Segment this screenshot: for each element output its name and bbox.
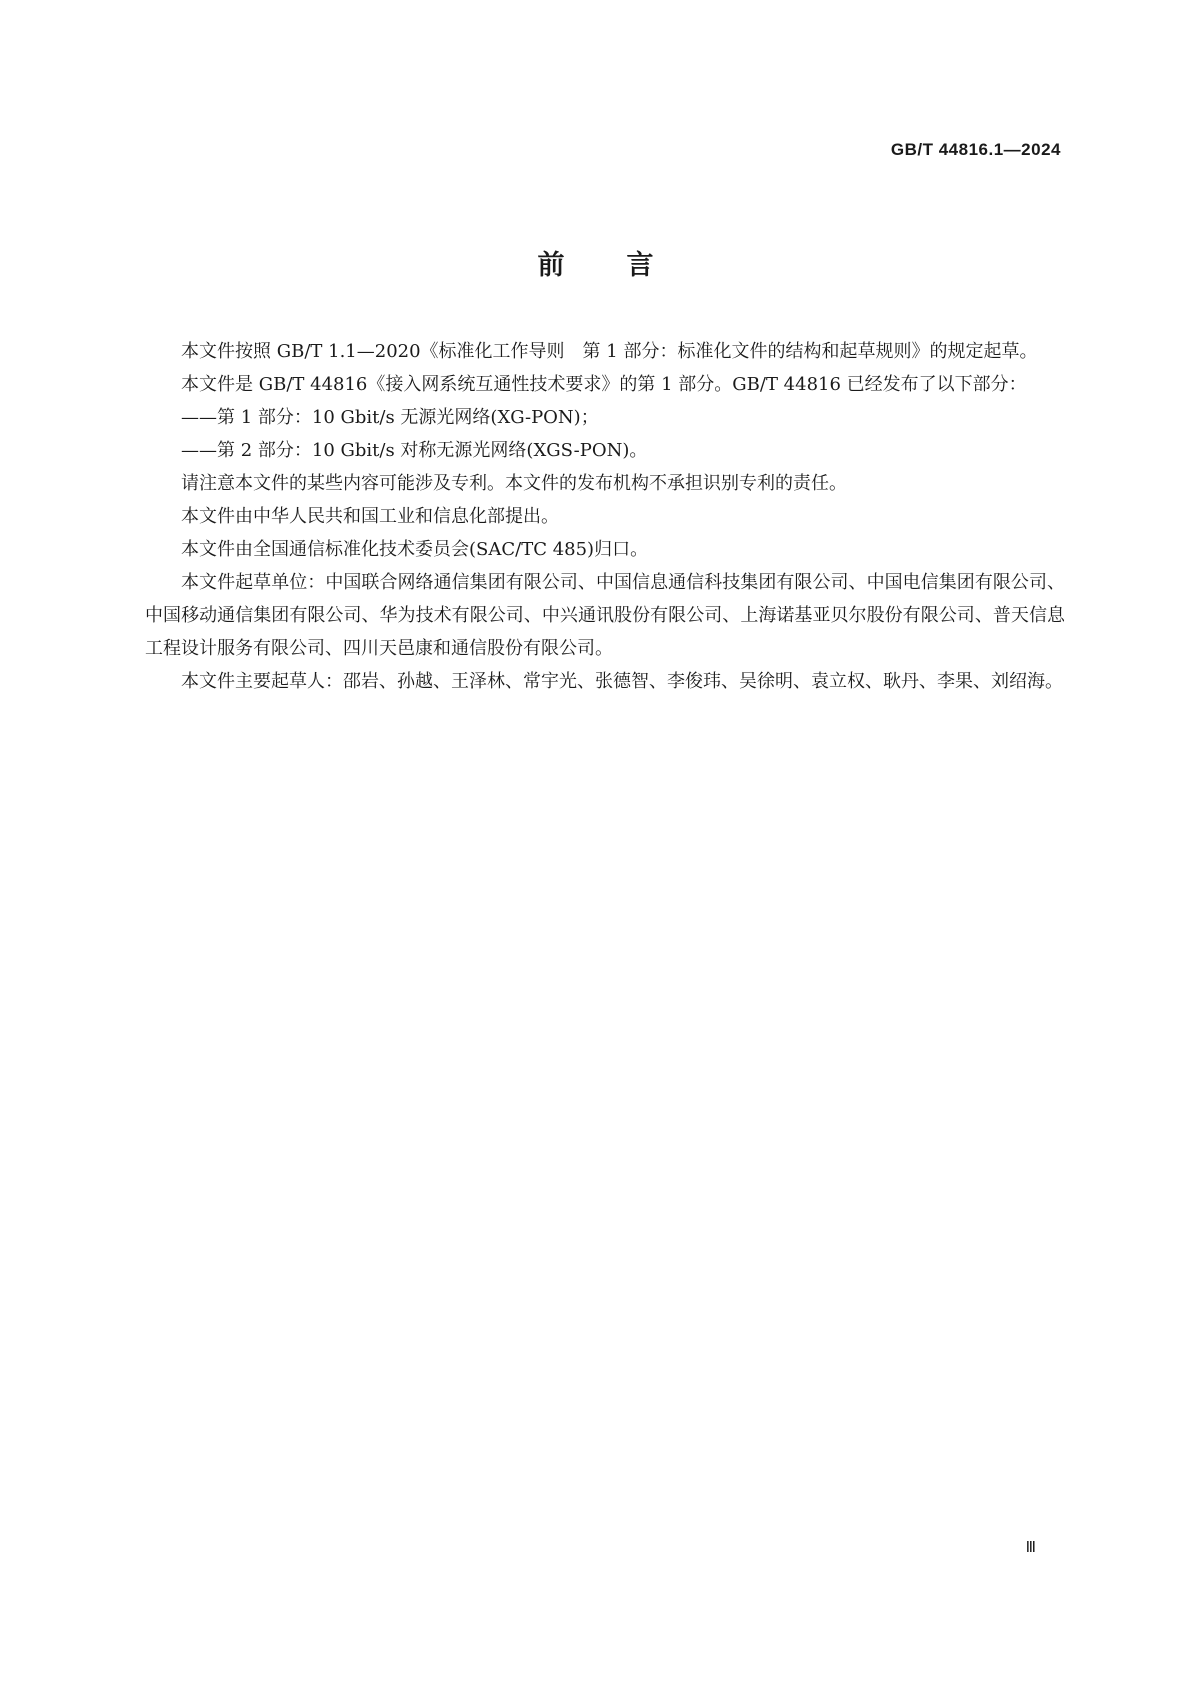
paragraph-patent-notice: 请注意本文件的某些内容可能涉及专利。本文件的发布机构不承担识别专利的责任。 [181, 473, 847, 494]
paragraph-drafting-rules: 本文件按照 GB/T 1.1—2020《标准化工作导则 第 1 部分：标准化文件的结构和起草规则》的规定起草。 [181, 341, 1038, 362]
list-item-part-2: ——第 2 部分：10 Gbit/s 对称无源光网络(XGS-PON)。 [181, 440, 648, 461]
foreword-body [145, 335, 1065, 698]
paragraph-proposer: 本文件由中华人民共和国工业和信息化部提出。 [181, 506, 559, 527]
page-title: 前言 [537, 250, 716, 281]
paragraph-series-parts: 本文件是 GB/T 44816《接入网系统互通性技术要求》的第 1 部分。GB/T 44816 已经发布了以下部分： [181, 374, 1027, 395]
page-number: Ⅲ [1025, 1540, 1036, 1556]
list-item-part-1: ——第 1 部分：10 Gbit/s 无源光网络(XG-PON)； [181, 407, 599, 428]
paragraph-drafters: 本文件主要起草人：邵岩、孙越、王泽林、常宇光、张德智、李俊玮、吴徐明、袁立权、耿丹、李果、刘绍海。 [181, 671, 1063, 692]
paragraph-drafting-units: 本文件起草单位：中国联合网络通信集团有限公司、中国信息通信科技集团有限公司、中国电信集团有限公司、中国移动通信集团有限公司、华为技术有限公司、中兴通讯股份有限公司、上海诺基亚贝尔股份有限公司、普天信息工程设计服务有限公司、四川天邑康和通信股份有限公司。 [145, 572, 1065, 659]
document-code: GB/T 44816.1—2024 [890, 140, 1061, 159]
paragraph-committee: 本文件由全国通信标准化技术委员会(SAC/TC 485)归口。 [181, 539, 649, 560]
